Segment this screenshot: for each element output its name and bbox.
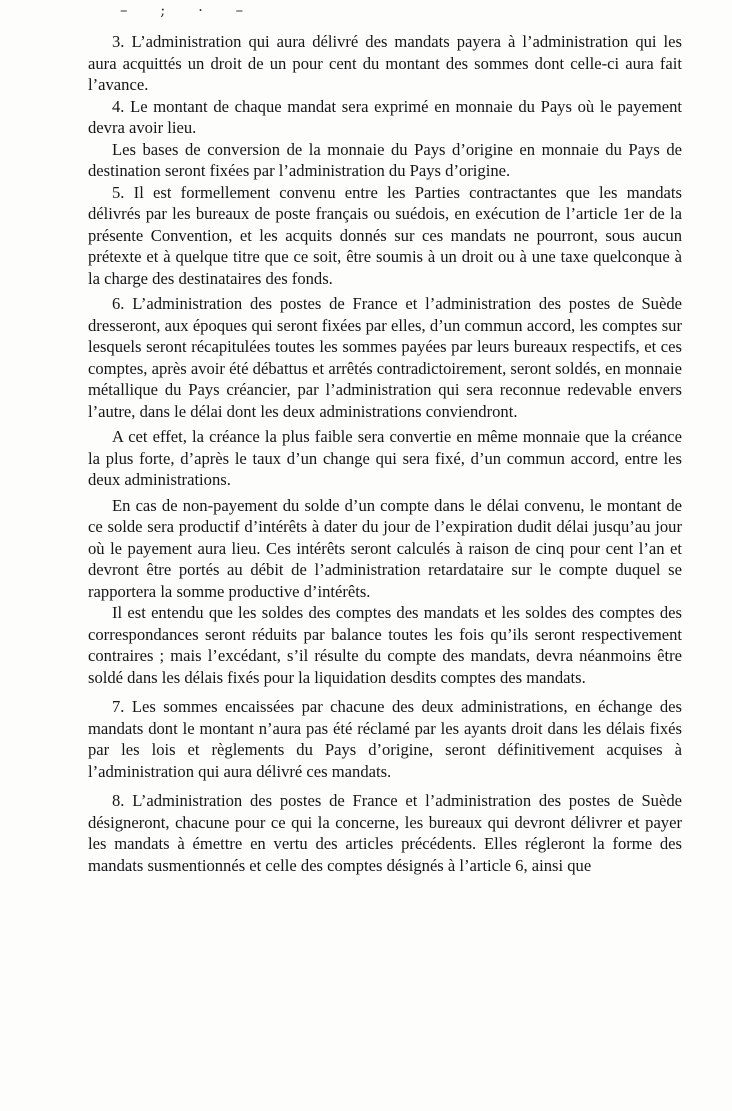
body-text	[88, 31, 682, 876]
paragraph-article-6: 6. L’administration des postes de France et l’administration des postes de Suède dresseront, aux époques qui seront fixées par elles, d’un commun accord, les comptes sur lesquels seront récapitulées toutes les sommes payées par leurs bureaux respectifs, et ces comptes, après avoir été débattus et arrêtés contradictoirement, seront soldés, en monnaie métallique du Pays créancier, par l’administration qui sera reconnue redevable envers l’autre, dans le délai dont les deux administrations conviendront.	[88, 294, 682, 421]
paragraph-balance: Il est entendu que les soldes des comptes des mandats et les soldes des comptes des correspondances seront réduits par balance toutes les fois qu’ils seront respectivement contraires ; mais l’excédant, s’il résulte du compte des mandats, devra néanmoins être soldé dans les délais fixés pour la liquidation desdits comptes des mandats.	[88, 603, 682, 687]
paragraph-article-7: 7. Les sommes encaissées par chacune des deux administrations, en échange des mandats dont le montant n’aura pas été réclamé par les ayants droit dans les délais fixés par les lois et règlements du Pays d’origine, seront définitivement acquises à l’administration qui aura délivré ces mandats.	[88, 697, 682, 781]
paragraph-conversion-bases: Les bases de conversion de la monnaie du Pays d’origine en monnaie du Pays de destination seront fixées par l’administration du Pays d’origine.	[88, 139, 682, 180]
paragraph-article-3: 3. L’administration qui aura délivré des mandats payera à l’administration qui les aura acquittés un droit de un pour cent du montant des sommes dont celle-ci aura fait l’avance.	[88, 32, 682, 94]
paragraph-article-4: 4. Le montant de chaque mandat sera exprimé en monnaie du Pays où le payement devra avoir lieu.	[88, 96, 682, 137]
cropped-header-fragment: – ; · –	[120, 6, 258, 19]
paragraph-article-8: 8. L’administration des postes de France et l’administration des postes de Suède désigneront, chacune pour ce qui la concerne, les bureaux qui devront délivrer et payer les mandats à émettre en vertu des articles précédents. Elles régleront la forme des mandats susmentionnés et celle des comptes désignés à l’article 6, ainsi que	[88, 791, 682, 875]
paragraph-non-payment: En cas de non-payement du solde d’un compte dans le délai convenu, le montant de ce solde sera productif d’intérêts à dater du jour de l’expiration dudit délai jusqu’au jour où le payement aura lieu. Ces intérêts seront calculés à raison de cinq pour cent l’an et devront être portés au débit de l’administration retardataire sur le compte duquel se rapportera la somme productive d’intérêts.	[88, 495, 682, 601]
paragraph-article-5: 5. Il est formellement convenu entre les Parties contractantes que les mandats délivrés par les bureaux de poste français ou suédois, en exécution de l’article 1er de la présente Convention, et les acquits donnés sur ces mandats ne pourront, sous aucun prétexte et à quelque titre que ce soit, être soumis à un droit ou à une taxe quelconque à la charge des destinataires des fonds.	[88, 182, 682, 288]
paragraph-conversion-effect: A cet effet, la créance la plus faible sera convertie en même monnaie que la créance la plus forte, d’après le taux d’un change qui sera fixé, d’un commun accord, entre les deux administrations.	[88, 427, 682, 489]
